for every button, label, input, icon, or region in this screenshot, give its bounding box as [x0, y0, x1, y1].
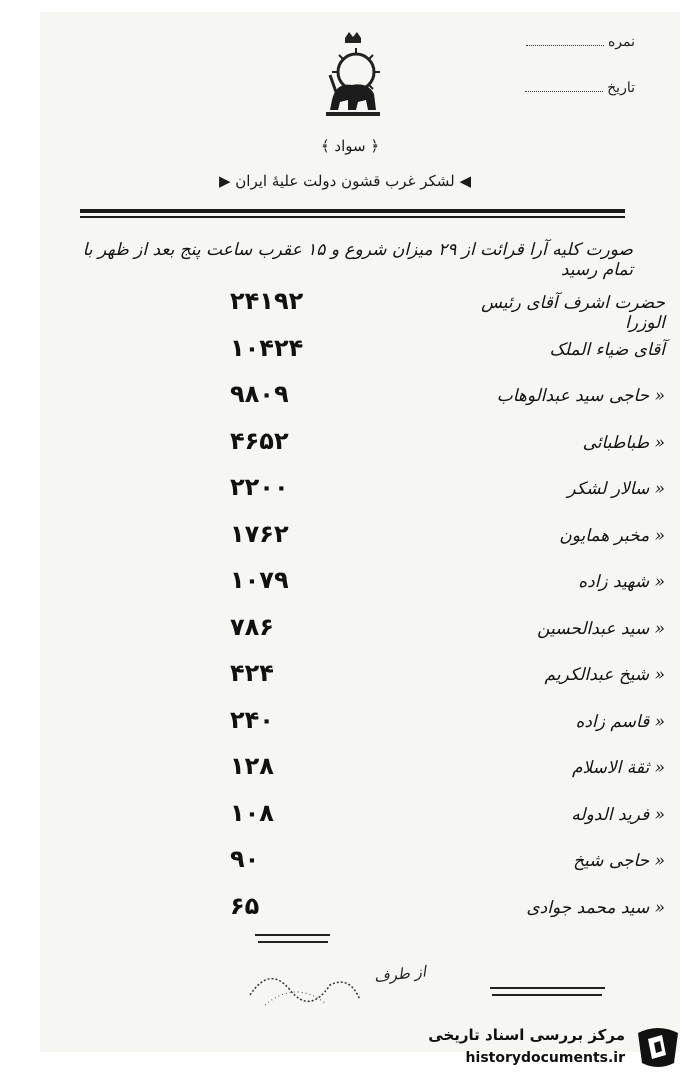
vote-row — [0, 564, 700, 614]
date-field — [505, 80, 635, 96]
number-field — [505, 34, 635, 50]
vote-row — [0, 750, 700, 800]
vote-row — [0, 518, 700, 568]
vote-row — [0, 332, 700, 382]
vote-count: ۲۴۰ — [230, 705, 274, 734]
candidate-name: « سید عبدالحسین — [537, 618, 665, 639]
candidate-name: « سالار لشکر — [567, 479, 665, 499]
date-label: تاریخ — [607, 80, 635, 96]
candidate-name: « حاجی شیخ — [573, 851, 665, 871]
vote-count: ۱۲۸ — [230, 752, 274, 780]
total-rule-1 — [255, 934, 330, 936]
header-rule-thick — [80, 209, 625, 213]
names-rule-1 — [490, 987, 605, 989]
signature-text: از طرف — [373, 962, 427, 986]
header-rule-thin — [80, 216, 625, 218]
vote-count: ۹۰ — [230, 845, 260, 873]
names-rule-2 — [492, 994, 602, 996]
candidate-name: « حاجی سید عبدالوهاب — [496, 386, 665, 406]
vote-count: ۴۶۵۲ — [230, 426, 289, 455]
watermark-title: مرکز بررسی اسناد تاریخی — [428, 1026, 625, 1044]
candidate-name: « فرید الدوله — [571, 804, 665, 825]
candidate-name: « قاسم زاده — [575, 711, 665, 732]
watermark — [410, 1018, 700, 1078]
vote-row — [0, 704, 700, 754]
lion-and-sun-emblem-icon — [318, 30, 388, 120]
vote-count: ۱۰۸ — [230, 798, 274, 827]
vote-row — [0, 890, 700, 940]
candidate-name: « شهید زاده — [578, 572, 665, 592]
vote-row — [0, 425, 700, 475]
candidate-name: « مخبر همایون — [559, 525, 665, 546]
candidate-name: « ثقة الاسلام — [572, 758, 665, 778]
vote-row — [0, 378, 700, 428]
vote-count: ۷۸۶ — [230, 612, 274, 641]
vote-count: ۲۲۰۰ — [230, 473, 289, 501]
vote-count: ۱۰۷۹ — [230, 566, 289, 594]
signature-scribble-icon — [240, 955, 370, 1015]
vote-count: ۲۴۱۹۲ — [230, 287, 304, 315]
watermark-url: historydocuments.ir — [465, 1050, 625, 1066]
vote-row — [0, 843, 700, 893]
vote-count: ۹۸۰۹ — [230, 380, 289, 408]
candidate-name: « شیخ عبدالکریم — [544, 665, 665, 685]
vote-row — [0, 657, 700, 707]
vote-count: ۱۷۶۲ — [230, 519, 289, 548]
office-title: ◀ لشکر غرب قشون دولت علیهٔ ایران ▶ — [218, 172, 472, 190]
number-label: نمره — [607, 34, 635, 50]
candidate-name: « سید محمد جوادی — [526, 897, 665, 918]
vote-count: ۴۲۴ — [230, 659, 274, 687]
vote-count: ۱۰۴۲۴ — [230, 333, 304, 362]
total-rule-2 — [258, 941, 328, 943]
vote-row — [0, 285, 700, 335]
vote-count: ۶۵ — [230, 891, 260, 920]
copy-label: ﴿ سواد ﴾ — [320, 137, 380, 155]
candidate-name: آقای ضیاء الملک — [549, 339, 665, 360]
intro-text: صورت کلیه آرا قرائت از ۲۹ میزان شروع و ۱۵ عقرب ساعت پنج بعد از ظهر با تمام رسید — [82, 240, 633, 280]
vote-row — [0, 611, 700, 661]
archive-logo-icon — [632, 1023, 684, 1071]
candidate-name: حضرت اشرف آقای رئیس الوزرا — [481, 293, 665, 333]
candidate-name: « طباطبائی — [582, 432, 665, 453]
vote-row — [0, 797, 700, 847]
vote-row — [0, 471, 700, 521]
